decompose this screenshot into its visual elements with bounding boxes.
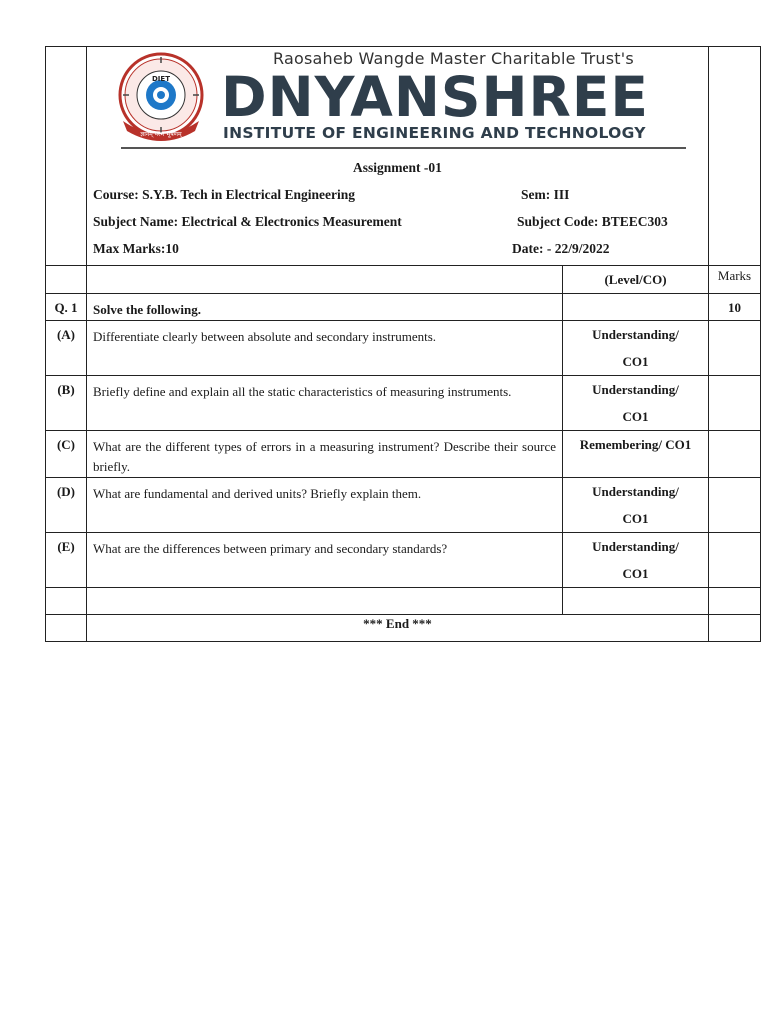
level-co: Understanding/ CO1 bbox=[563, 376, 709, 431]
header-right-margin bbox=[709, 47, 761, 266]
logo-text: DIET bbox=[152, 75, 170, 83]
table-row bbox=[46, 431, 761, 478]
sub-question-text: Differentiate clearly between absolute and secondary instruments. bbox=[87, 321, 563, 376]
question-marks: 10 bbox=[709, 294, 761, 321]
subject-code: Subject Code: BTEEC303 bbox=[517, 214, 668, 229]
sub-question-text: What are the different types of errors in a measuring instrument? Describe their source briefly. bbox=[87, 431, 563, 478]
sub-question-text: What are the differences between primary and secondary standards? bbox=[87, 533, 563, 588]
letterhead bbox=[87, 47, 709, 266]
question-number: Q. 1 bbox=[46, 294, 87, 321]
level-co: Understanding/ CO1 bbox=[563, 321, 709, 376]
level-co: Understanding/ CO1 bbox=[563, 478, 709, 533]
assignment-title: Assignment -01 bbox=[353, 160, 442, 175]
semester: Sem: III bbox=[521, 187, 570, 202]
table-row bbox=[46, 588, 761, 615]
sub-question-label: (D) bbox=[46, 478, 87, 533]
assignment-sheet bbox=[45, 46, 760, 642]
course-line: Course: S.Y.B. Tech in Electrical Engineering bbox=[93, 187, 356, 202]
table-row bbox=[46, 266, 87, 294]
table-row bbox=[46, 376, 761, 431]
end-marker: *** End *** bbox=[87, 615, 709, 642]
level-co: Understanding/ CO1 bbox=[563, 533, 709, 588]
table-row bbox=[46, 321, 761, 376]
assignment-table bbox=[45, 46, 761, 642]
column-header-marks: Marks bbox=[709, 266, 761, 294]
table-row bbox=[46, 615, 761, 642]
trust-name: Raosaheb Wangde Master Charitable Trust's bbox=[273, 49, 634, 68]
sub-question-text: What are fundamental and derived units? Briefly explain them. bbox=[87, 478, 563, 533]
logo-motto: ज्ञानम् परम भूषणम् bbox=[140, 131, 182, 138]
institute-full-name: INSTITUTE OF ENGINEERING AND TECHNOLOGY bbox=[223, 124, 646, 142]
header-left-margin bbox=[46, 47, 87, 266]
header-divider bbox=[121, 147, 686, 149]
sub-question-label: (B) bbox=[46, 376, 87, 431]
table-row bbox=[46, 533, 761, 588]
sub-question-label: (C) bbox=[46, 431, 87, 478]
institute-logo bbox=[113, 51, 209, 147]
sub-question-label: (E) bbox=[46, 533, 87, 588]
institute-brand: DNYANSHREE bbox=[221, 65, 649, 129]
max-marks: Max Marks:10 bbox=[93, 241, 179, 256]
assignment-date: Date: - 22/9/2022 bbox=[512, 241, 610, 256]
table-row bbox=[46, 478, 761, 533]
subject-name: Subject Name: Electrical & Electronics Measurement bbox=[93, 214, 402, 229]
question-heading: Solve the following. bbox=[87, 294, 563, 321]
sub-question-text: Briefly define and explain all the static characteristics of measuring instruments. bbox=[87, 376, 563, 431]
level-co: Remembering/ CO1 bbox=[563, 431, 709, 478]
sub-question-label: (A) bbox=[46, 321, 87, 376]
column-header-level: (Level/CO) bbox=[563, 266, 709, 294]
